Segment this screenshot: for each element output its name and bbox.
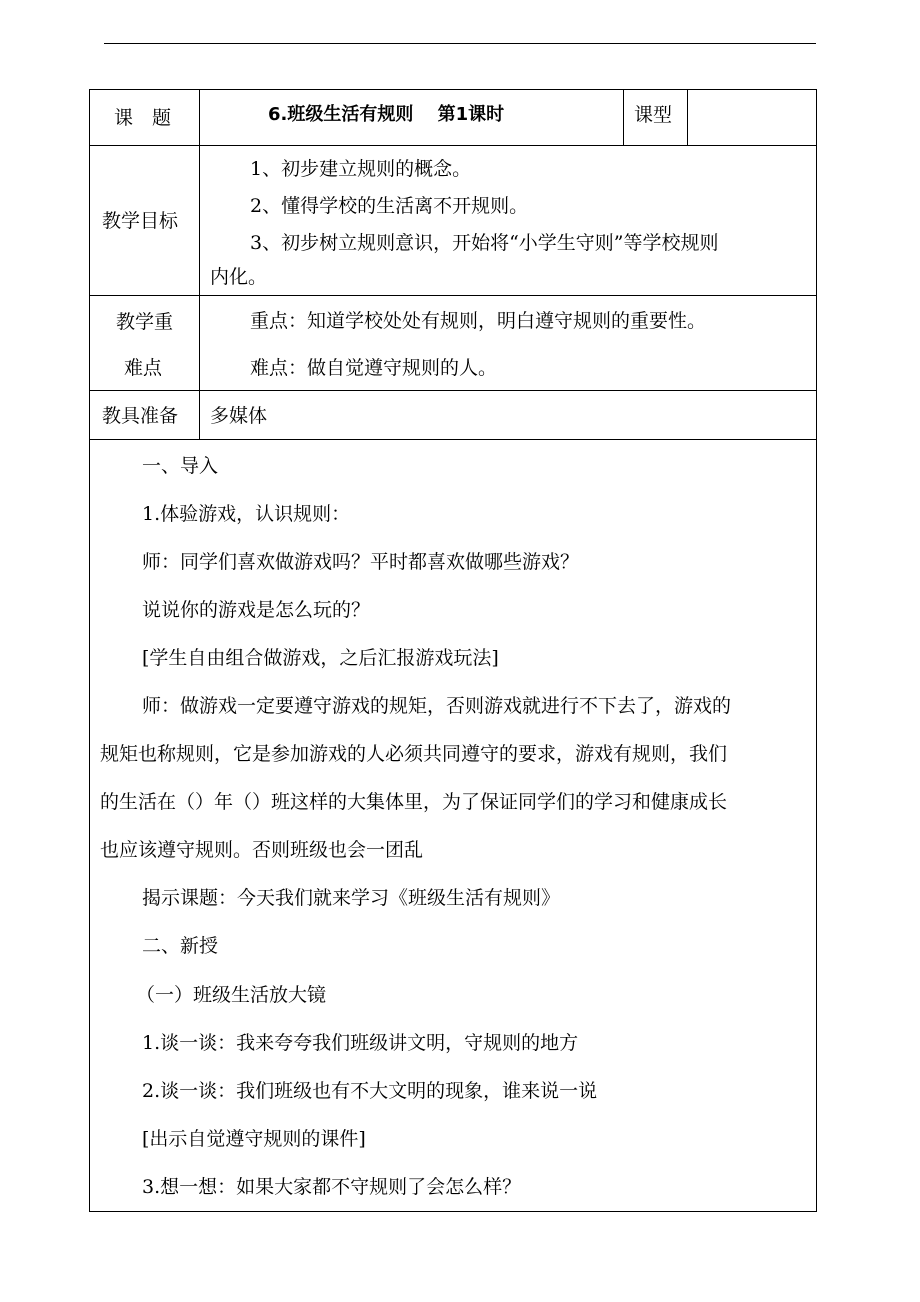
lesson-type-label: 课型 — [634, 104, 673, 126]
materials-value: 多媒体 — [210, 405, 268, 427]
objective-item: 3、初步树立规则意识，开始将“小学生守则”等学校规则 — [250, 232, 719, 254]
objective-item: 1、初步建立规则的概念。 — [250, 158, 472, 180]
objective-item: 内化。 — [210, 266, 268, 288]
process-line: 也应该遵守规则。否则班级也会一团乱 — [100, 839, 424, 861]
process-line: 师：同学们喜欢做游戏吗？平时都喜欢做哪些游戏？ — [142, 551, 580, 573]
difficult-point: 难点：做自觉遵守规则的人。 — [250, 357, 498, 379]
topic-label: 课 题 — [114, 107, 172, 129]
lesson-plan-table — [89, 89, 817, 1212]
column-divider — [687, 90, 688, 146]
key-points-label-line2: 难点 — [124, 357, 163, 379]
process-line: [出示自觉遵守规则的课件] — [142, 1128, 366, 1150]
process-line: 1.体验游戏，认识规则： — [142, 503, 351, 525]
process-heading: 二、新授 — [142, 935, 219, 957]
key-points-label-line1: 教学重 — [116, 311, 174, 333]
lesson-title: 6.班级生活有规则 第1课时 — [268, 104, 505, 125]
column-divider — [199, 90, 200, 440]
process-line: 3.想一想：如果大家都不守规则了会怎么样？ — [142, 1176, 522, 1198]
process-line: 1.谈一谈：我来夸夸我们班级讲文明，守规则的地方 — [142, 1032, 579, 1054]
process-line: 师：做游戏一定要遵守游戏的规矩，否则游戏就进行不下去了，游戏的 — [142, 695, 732, 717]
objectives-label: 教学目标 — [102, 210, 179, 232]
process-line: 揭示课题：今天我们就来学习《班级生活有规则》 — [142, 887, 561, 909]
column-divider — [623, 90, 624, 146]
process-line: 规矩也称规则，它是参加游戏的人必须共同遵守的要求，游戏有规则，我们 — [100, 743, 728, 765]
process-line: 的生活在（）年（）班这样的大集体里，为了保证同学们的学习和健康成长 — [100, 791, 728, 813]
page-header-rule — [104, 43, 816, 44]
process-line: [学生自由组合做游戏，之后汇报游戏玩法] — [142, 647, 499, 669]
objective-item: 2、懂得学校的生活离不开规则。 — [250, 195, 529, 217]
process-line: 说说你的游戏是怎么玩的？ — [142, 599, 371, 621]
process-line: 2.谈一谈：我们班级也有不大文明的现象，谁来说一说 — [142, 1080, 598, 1102]
materials-label: 教具准备 — [102, 405, 179, 427]
process-subheading: （一）班级生活放大镜 — [136, 984, 327, 1006]
process-heading: 一、导入 — [142, 455, 219, 477]
key-point: 重点：知道学校处处有规则，明白遵守规则的重要性。 — [250, 310, 707, 332]
